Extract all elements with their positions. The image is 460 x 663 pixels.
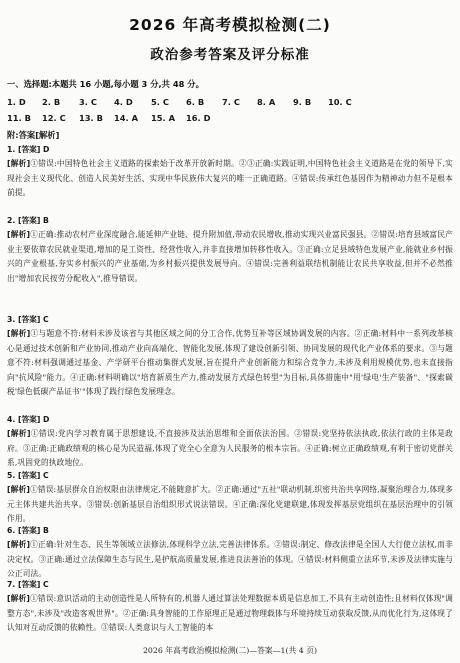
- explanation-paragraph: [7, 157, 453, 200]
- explanation-paragraph: [7, 327, 453, 399]
- answer-key-item: 16. D: [186, 113, 211, 123]
- explanation-text: ①与题意不符:材料未涉及该省与其他区域之间的分工合作,优势互补等区域协调发展的内容。②正确:材料中一系列改革核心是通过技术创新和产业协同,推动产业向高端化、智能化发展,体现了建设创新引领、协同发展的现代化产业体系的要求。③与题意不符:材料强调通过基金、产学研平台推动集群式发展,旨在提升产业创新能力和综合竞争力,未涉及利用规模优势,也未直接指向"抗风险"能力。④正确:材料明确以"培育新质生产力,推动发展方式绿色转型"为目标,具体措施中"用'绿电'生产装备"、"探索碳税'绿色低碳产品证书'"体现了践行绿色发展理念。: [7, 329, 453, 397]
- explanation-paragraph: [7, 538, 453, 581]
- question-answer-heading: 2. [答案] B: [7, 216, 49, 225]
- explanation-label: [解析]: [7, 429, 31, 439]
- answer-key-item: 6. B: [186, 97, 205, 107]
- page-footer: 2026 年高考政治模拟检测(二)—答案—1(共 4 页): [142, 646, 318, 655]
- explanation-text: ①错误:基层群众自治权限由法律规定,不能随意扩大。②正确:通过"五社"联动机制,织密共治共享网络,凝聚治理合力,体现多元主体共建共治共享。③错误:创新基层自治组织形式说法错误。④正确:深化党建联建,体现发挥基层党组织在基层治理中的引领作用。: [7, 485, 453, 524]
- answer-key-item: 11. B: [7, 113, 31, 123]
- question-explanation-1: [7, 143, 453, 201]
- explanation-text: ①正确:针对生态、民生等领域立法修法,体现科学立法,完善法律体系。②错误:制定、修改法律是全国人大行使立法权,而非决定权。③正确:通过立法保障生态与民生,是护航高质量发展,推进良法善治的体现。④错误:材料侧重立法环节,未涉及法律实施与公正司法。: [7, 540, 453, 579]
- question-explanation-7: [7, 578, 453, 640]
- answer-key-item: 15. A: [151, 113, 176, 123]
- question-answer-heading: 7. [答案] C: [7, 580, 49, 589]
- explanation-text: ①正确:推动农村产业深度融合,能延伸产业链、提升附加值,带动农民增收,推动实现兴业富民强县。②错误:培育县域富民产业主要依靠农民就业渠道,增加的是工资性、经营性收入,并非直接增加转移性收入。③正确:立足县域特色发展产业,能就业乡村振兴的产业根基,夯实乡村振兴的产业基础,为乡村振兴提供发展导向。④错误:完善利益联结机制能让农民共享收益,但并不必然推出"增加农民按劳分配收入",推导错误。: [7, 230, 453, 283]
- question-answer-heading: 3. [答案] C: [7, 315, 49, 324]
- answer-key-item: 4. D: [114, 97, 133, 107]
- question-explanation-6: [7, 524, 453, 582]
- answer-key-item: 9. B: [293, 97, 312, 107]
- question-answer-heading: 6. [答案] B: [7, 526, 49, 535]
- question-answer-heading: 5. [答案] C: [7, 471, 49, 480]
- appendix-heading: 附:答案[解析]: [7, 130, 60, 140]
- answer-key-item: 1. D: [7, 97, 26, 107]
- explanation-paragraph: [7, 592, 453, 635]
- explanation-text: ①错误:意识活动的主动创造性是人所特有的,机器人通过算法处理数据本质是信息加工,不具有主动创造性;且材料仅体现"调整方态",未涉及"改造客观世界"。②正确:具身智能的工作原理正是通过物理载体与环境持续互动获取反馈,从而优化行为,这体现了认知对互动反馈的依赖性。③错误:人类意识与人工智能的本: [7, 594, 453, 633]
- answer-key-item: 3. C: [79, 97, 97, 107]
- answer-key-item: 2. B: [42, 97, 61, 107]
- explanation-paragraph: [7, 228, 453, 286]
- explanation-paragraph: [7, 483, 453, 526]
- explanation-label: [解析]: [7, 159, 31, 169]
- explanation-label: [解析]: [7, 540, 31, 550]
- question-explanation-2: [7, 214, 453, 286]
- question-explanation-5: [7, 469, 453, 527]
- answer-key-row-2: [7, 113, 457, 124]
- explanation-label: [解析]: [7, 230, 31, 240]
- explanation-text: ①错误:中国特色社会主义道路的探索始于改革开放新时期。②③正确:实践证明,中国特色社会主义道路是在党的领导下,实现社会主义现代化、创造人民美好生活、实现中华民族伟大复兴的唯一正确道路。④错误:传承红色基因作为精神动力但不是根本前提。: [7, 159, 453, 198]
- answer-key-item: 14. A: [114, 113, 139, 123]
- explanation-label: [解析]: [7, 485, 31, 495]
- question-answer-heading: 4. [答案] D: [7, 415, 50, 424]
- explanation-label: [解析]: [7, 329, 31, 339]
- document-subtitle: 政治参考答案及评分标准: [150, 47, 310, 63]
- question-answer-heading: 1. [答案] D: [7, 145, 50, 154]
- answer-key-item: 5. C: [151, 97, 169, 107]
- answer-key-item: 12. C: [42, 113, 66, 123]
- document-title: 2026 年高考模拟检测(二): [129, 16, 331, 34]
- question-explanation-3: [7, 313, 453, 399]
- section-one-heading: 一、选择题:本题共 16 小题,每小题 3 分,共 48 分。: [7, 79, 204, 89]
- answer-key-item: 10. C: [328, 97, 352, 107]
- explanation-paragraph: [7, 427, 453, 470]
- answer-key-row-1: [7, 97, 457, 108]
- answer-key-item: 13. B: [79, 113, 103, 123]
- explanation-text: ①错误:党内学习教育属于思想建设,不直接涉及法治思维和全面依法治国。②错误:党坚持依法执政,依法行政的主体是政府。③正确:正确政绩观的核心是为民造福,体现了党全心全意为人民服务的根本宗旨。④正确:树立正确政绩观,有利于密切党群关系,巩固党的执政地位。: [7, 429, 453, 468]
- answer-key-item: 8. A: [257, 97, 276, 107]
- answer-key-item: 7. C: [222, 97, 240, 107]
- explanation-label: [解析]: [7, 594, 31, 604]
- question-explanation-4: [7, 413, 453, 471]
